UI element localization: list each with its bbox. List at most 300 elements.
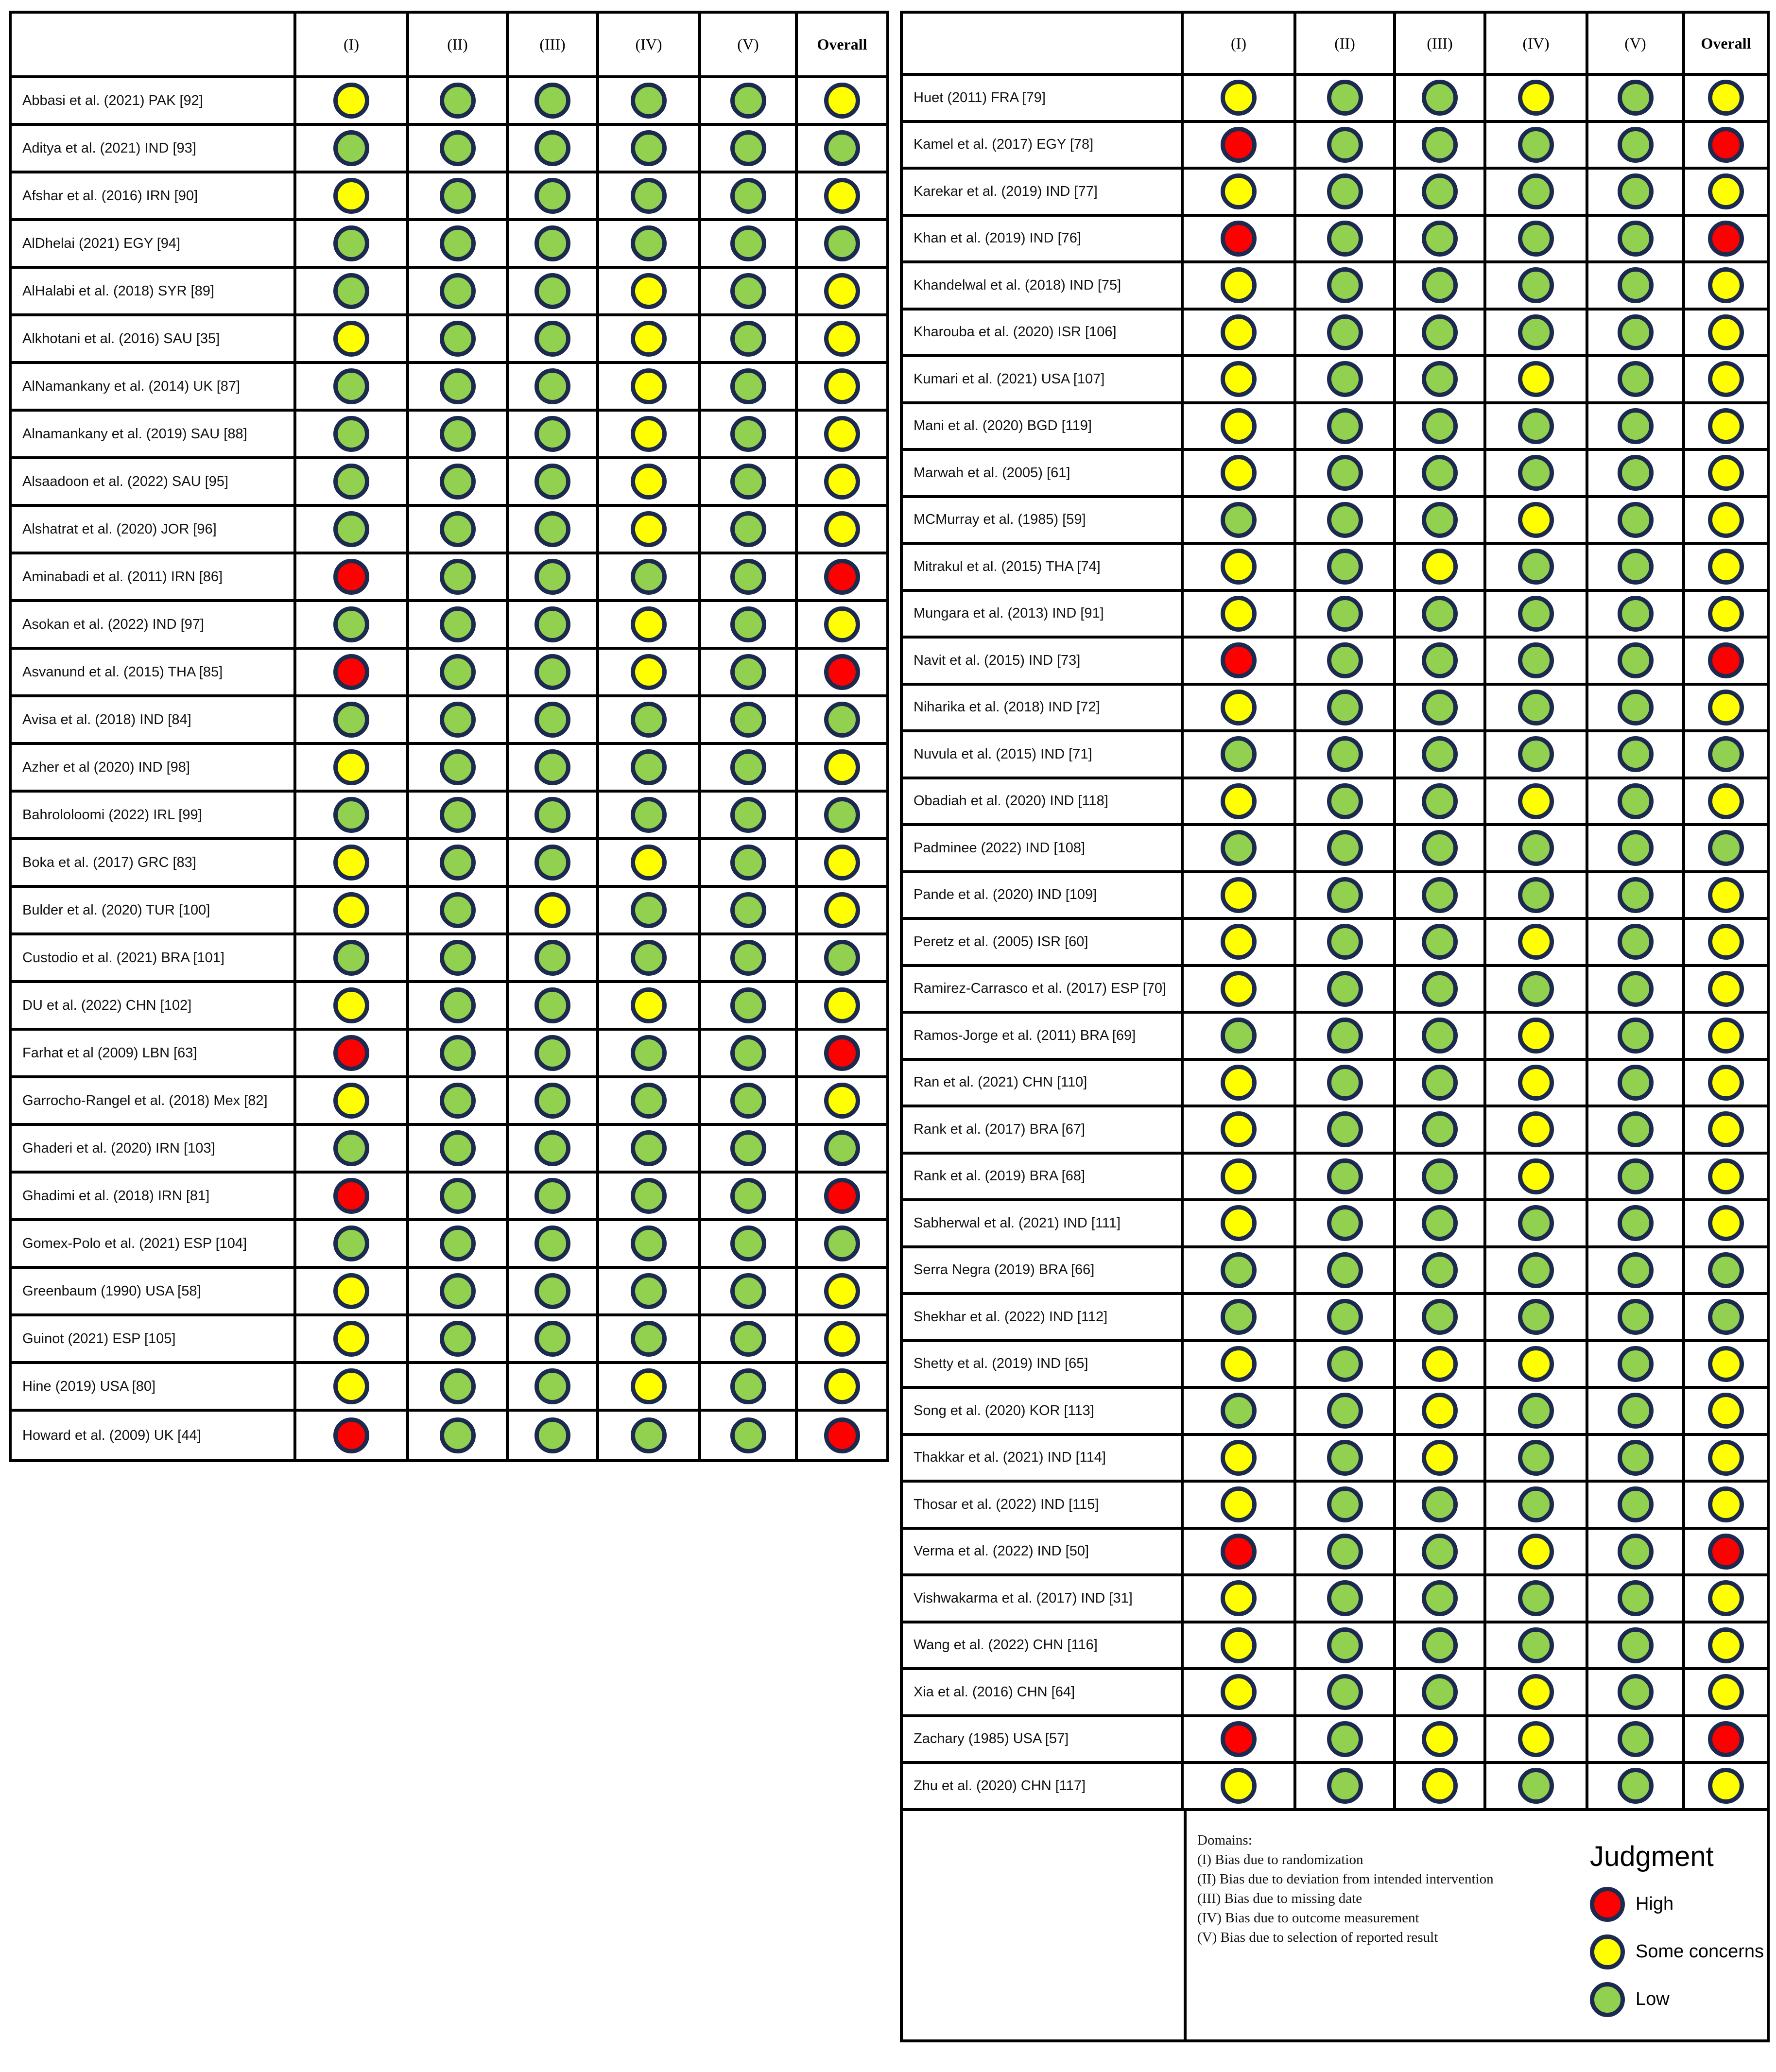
domain-judgment-cell — [1486, 1014, 1588, 1058]
table-row — [12, 697, 886, 745]
low-risk-dot-icon — [535, 1321, 570, 1357]
domain-judgment-cell — [1296, 1061, 1396, 1105]
domain-judgment-cell — [1486, 1436, 1588, 1480]
low-risk-dot-icon — [333, 464, 369, 500]
domain-judgment-cell — [1296, 1295, 1396, 1339]
low-risk-dot-icon — [440, 892, 476, 928]
some-concerns-dot-icon — [1708, 596, 1744, 632]
domain-judgment-cell — [1296, 76, 1396, 120]
low-risk-dot-icon — [333, 1226, 369, 1261]
some-concerns-dot-icon — [824, 1273, 860, 1309]
table-row — [12, 650, 886, 697]
low-risk-dot-icon — [1327, 1674, 1363, 1710]
low-risk-dot-icon — [535, 845, 570, 881]
domain-judgment-cell — [701, 1412, 798, 1459]
study-name: Custodio et al. (2021) BRA [101] — [12, 935, 296, 980]
some-concerns-dot-icon — [1708, 267, 1744, 303]
domain-judgment-cell — [1486, 1107, 1588, 1152]
low-risk-dot-icon — [1327, 924, 1363, 960]
domain-judgment-cell — [1184, 357, 1296, 401]
overall-judgment-cell — [1685, 1764, 1767, 1808]
overall-judgment-cell — [798, 697, 886, 742]
low-risk-dot-icon — [824, 797, 860, 833]
low-risk-dot-icon — [535, 1130, 570, 1166]
low-risk-dot-icon — [1618, 502, 1654, 538]
domain-judgment-cell — [509, 1126, 599, 1171]
low-risk-dot-icon — [631, 83, 667, 119]
low-risk-dot-icon — [1618, 549, 1654, 585]
low-risk-dot-icon — [730, 1321, 766, 1357]
table-row — [903, 639, 1767, 686]
domain-judgment-cell — [1296, 1670, 1396, 1714]
domain-judgment-cell — [1184, 873, 1296, 917]
domain-judgment-cell — [1588, 967, 1685, 1011]
high-risk-dot-icon — [333, 1035, 369, 1071]
study-name: MCMurray et al. (1985) [59] — [903, 498, 1184, 542]
domain-header: (V) — [701, 14, 798, 75]
domain-judgment-cell — [409, 78, 509, 123]
low-risk-dot-icon — [1618, 924, 1654, 960]
overall-judgment-cell — [798, 78, 886, 123]
low-risk-dot-icon — [535, 130, 570, 166]
domain-judgment-cell — [1588, 732, 1685, 777]
low-risk-dot-icon — [1422, 783, 1458, 819]
low-risk-dot-icon — [730, 749, 766, 785]
domain-judgment-cell — [1486, 1295, 1588, 1339]
domain-judgment-cell — [1296, 1530, 1396, 1574]
domain-judgment-cell — [1588, 1014, 1685, 1058]
study-name: Boka et al. (2017) GRC [83] — [12, 840, 296, 885]
low-risk-dot-icon — [535, 464, 570, 500]
domain-judgment-cell — [1296, 779, 1396, 824]
domain-judgment-cell — [1396, 1061, 1486, 1105]
table-row — [12, 840, 886, 888]
some-concerns-dot-icon — [1708, 1018, 1744, 1053]
low-risk-dot-icon — [1327, 127, 1363, 163]
low-risk-dot-icon — [1618, 690, 1654, 725]
study-name: Karekar et al. (2019) IND [77] — [903, 170, 1184, 214]
some-concerns-dot-icon — [1708, 408, 1744, 444]
study-name: Nuvula et al. (2015) IND [71] — [903, 732, 1184, 777]
overall-judgment-cell — [798, 840, 886, 885]
low-risk-dot-icon — [824, 225, 860, 261]
domain-judgment-cell — [1486, 1670, 1588, 1714]
domain-judgment-cell — [1296, 170, 1396, 214]
low-risk-dot-icon — [1327, 80, 1363, 116]
domain-header: (III) — [1396, 14, 1486, 73]
low-risk-dot-icon — [1327, 1486, 1363, 1522]
domain-judgment-cell — [1296, 639, 1396, 683]
some-concerns-dot-icon — [1708, 1205, 1744, 1241]
domain-judgment-cell — [599, 316, 701, 361]
low-risk-dot-icon — [535, 273, 570, 309]
low-risk-dot-icon — [1618, 971, 1654, 1007]
table-row — [12, 412, 886, 459]
domain-header: (II) — [1296, 14, 1396, 73]
overall-judgment-cell — [1685, 217, 1767, 261]
domain-judgment-cell — [509, 1221, 599, 1266]
domain-judgment-cell — [1296, 1014, 1396, 1058]
domain-judgment-cell — [409, 507, 509, 552]
high-risk-dot-icon — [824, 559, 860, 595]
low-risk-dot-icon — [730, 702, 766, 738]
low-risk-dot-icon — [730, 464, 766, 500]
low-risk-dot-icon — [535, 987, 570, 1023]
study-name: Zachary (1985) USA [57] — [903, 1717, 1184, 1761]
domain-judgment-cell — [1486, 217, 1588, 261]
domain-judgment-cell — [509, 983, 599, 1028]
domain-judgment-cell — [1296, 1623, 1396, 1668]
domain-judgment-cell — [296, 459, 409, 504]
high-risk-dot-icon — [1221, 1721, 1257, 1757]
domain-judgment-cell — [1588, 873, 1685, 917]
low-risk-dot-icon — [631, 225, 667, 261]
low-risk-dot-icon — [1618, 830, 1654, 866]
domain-judgment-cell — [296, 697, 409, 742]
domain-judgment-cell — [409, 888, 509, 932]
some-concerns-dot-icon — [1708, 1580, 1744, 1616]
domain-judgment-cell — [701, 697, 798, 742]
some-concerns-dot-icon — [1708, 455, 1744, 491]
domain-judgment-cell — [599, 697, 701, 742]
low-risk-dot-icon — [631, 797, 667, 833]
domain-judgment-cell — [1396, 1576, 1486, 1621]
domain-judgment-cell — [599, 554, 701, 599]
low-risk-dot-icon — [1618, 221, 1654, 257]
low-risk-dot-icon — [1618, 1158, 1654, 1194]
legend-label: Some concerns — [1636, 1941, 1764, 1962]
domain-judgment-cell — [1396, 1670, 1486, 1714]
domain-judgment-cell — [509, 1078, 599, 1123]
domain-judgment-cell — [1184, 826, 1296, 870]
low-risk-dot-icon — [1422, 221, 1458, 257]
domain-judgment-cell — [701, 1364, 798, 1409]
table-row — [903, 779, 1767, 827]
domain-judgment-cell — [296, 1269, 409, 1313]
low-risk-dot-icon — [1618, 1627, 1654, 1663]
domain-judgment-cell — [1184, 639, 1296, 683]
low-risk-dot-icon — [631, 1321, 667, 1357]
table-row — [12, 793, 886, 840]
table-row — [903, 76, 1767, 123]
domain-judgment-cell — [701, 983, 798, 1028]
domain-judgment-cell — [296, 840, 409, 885]
domain-judgment-cell — [1588, 592, 1685, 636]
low-risk-dot-icon — [535, 416, 570, 452]
low-risk-dot-icon — [1518, 221, 1554, 257]
some-concerns-dot-icon — [1708, 1065, 1744, 1101]
domain-judgment-cell — [1396, 779, 1486, 824]
domain-judgment-cell — [1486, 311, 1588, 355]
some-concerns-dot-icon — [1221, 1158, 1257, 1194]
some-concerns-dot-icon — [1221, 596, 1257, 632]
domain-description: (V) Bias due to selection of reported result — [1197, 1929, 1438, 1945]
domain-judgment-cell — [409, 554, 509, 599]
low-risk-dot-icon — [440, 1417, 476, 1453]
low-risk-dot-icon — [1618, 1534, 1654, 1570]
low-risk-dot-icon — [440, 1368, 476, 1404]
domain-judgment-cell — [409, 173, 509, 218]
header-row — [903, 14, 1767, 76]
domain-judgment-cell — [1296, 1248, 1396, 1293]
low-risk-dot-icon — [1618, 1721, 1654, 1757]
domain-judgment-cell — [1588, 404, 1685, 449]
high-risk-dot-icon — [824, 1178, 860, 1214]
study-name: Thakkar et al. (2021) IND [114] — [903, 1436, 1184, 1480]
low-risk-dot-icon — [1422, 1018, 1458, 1053]
low-risk-dot-icon — [1422, 314, 1458, 350]
domain-header: (I) — [296, 14, 409, 75]
study-name: DU et al. (2022) CHN [102] — [12, 983, 296, 1028]
domain-judgment-cell — [1588, 1764, 1685, 1808]
low-risk-dot-icon — [1618, 1018, 1654, 1053]
study-name: Avisa et al. (2018) IND [84] — [12, 697, 296, 742]
low-risk-dot-icon — [730, 225, 766, 261]
low-risk-dot-icon — [730, 1035, 766, 1071]
domain-judgment-cell — [509, 78, 599, 123]
domain-judgment-cell — [1396, 1623, 1486, 1668]
low-risk-dot-icon — [730, 1130, 766, 1166]
domain-judgment-cell — [1486, 1342, 1588, 1386]
overall-judgment-cell — [798, 507, 886, 552]
low-risk-dot-icon — [535, 178, 570, 214]
low-risk-dot-icon — [631, 559, 667, 595]
some-concerns-dot-icon — [1221, 924, 1257, 960]
domain-judgment-cell — [409, 983, 509, 1028]
overall-judgment-cell — [1685, 1436, 1767, 1480]
low-risk-dot-icon — [1618, 783, 1654, 819]
domain-judgment-cell — [599, 1174, 701, 1218]
table-row — [903, 170, 1767, 217]
some-concerns-dot-icon — [1518, 502, 1554, 538]
domain-judgment-cell — [599, 793, 701, 837]
domain-judgment-cell — [509, 507, 599, 552]
low-risk-dot-icon — [440, 321, 476, 357]
domain-judgment-cell — [1588, 639, 1685, 683]
domain-judgment-cell — [1486, 967, 1588, 1011]
domain-judgment-cell — [1396, 967, 1486, 1011]
domain-judgment-cell — [409, 221, 509, 266]
table-row — [903, 1061, 1767, 1108]
some-concerns-dot-icon — [1221, 1627, 1257, 1663]
low-risk-dot-icon — [1327, 173, 1363, 209]
low-risk-dot-icon — [535, 654, 570, 690]
some-concerns-dot-icon — [1518, 80, 1554, 116]
some-concerns-dot-icon — [824, 892, 860, 928]
low-risk-dot-icon — [1518, 455, 1554, 491]
low-risk-dot-icon — [1327, 783, 1363, 819]
low-risk-dot-icon — [333, 511, 369, 547]
overall-judgment-cell — [798, 650, 886, 694]
some-concerns-dot-icon — [1708, 1768, 1744, 1804]
domain-judgment-cell — [1184, 1576, 1296, 1621]
study-name: Navit et al. (2015) IND [73] — [903, 639, 1184, 683]
some-concerns-dot-icon — [1221, 1486, 1257, 1522]
some-concerns-dot-icon — [1708, 80, 1744, 116]
table-row — [903, 826, 1767, 873]
domain-judgment-cell — [701, 554, 798, 599]
low-risk-dot-icon — [1327, 971, 1363, 1007]
low-risk-dot-icon — [730, 1368, 766, 1404]
study-name: Guinot (2021) ESP [105] — [12, 1316, 296, 1361]
low-risk-dot-icon — [730, 416, 766, 452]
table-row — [903, 1155, 1767, 1202]
domain-judgment-cell — [701, 173, 798, 218]
domain-judgment-cell — [509, 650, 599, 694]
low-risk-dot-icon — [1221, 1393, 1257, 1429]
domain-judgment-cell — [599, 412, 701, 456]
low-risk-dot-icon — [1518, 1768, 1554, 1804]
domain-judgment-cell — [1184, 1014, 1296, 1058]
domain-judgment-cell — [1396, 76, 1486, 120]
some-concerns-dot-icon — [1708, 971, 1744, 1007]
table-row — [903, 920, 1767, 967]
domain-judgment-cell — [1588, 170, 1685, 214]
domain-judgment-cell — [296, 1078, 409, 1123]
some-concerns-dot-icon — [1221, 1440, 1257, 1476]
overall-judgment-cell — [798, 1269, 886, 1313]
domain-judgment-cell — [1184, 779, 1296, 824]
domain-judgment-cell — [701, 316, 798, 361]
table-row — [12, 1316, 886, 1364]
domain-judgment-cell — [296, 78, 409, 123]
low-risk-dot-icon — [1327, 1580, 1363, 1616]
some-concerns-dot-icon — [1221, 1674, 1257, 1710]
domain-judgment-cell — [1184, 1061, 1296, 1105]
some-concerns-dot-icon — [824, 987, 860, 1023]
some-concerns-dot-icon — [1708, 502, 1744, 538]
low-risk-dot-icon — [1327, 1440, 1363, 1476]
domain-judgment-cell — [1396, 357, 1486, 401]
low-risk-dot-icon — [1221, 1252, 1257, 1288]
study-name: Ramos-Jorge et al. (2011) BRA [69] — [903, 1014, 1184, 1058]
table-row — [12, 1412, 886, 1459]
low-risk-dot-icon — [730, 606, 766, 642]
overall-judgment-cell — [1685, 1576, 1767, 1621]
domain-judgment-cell — [1588, 1295, 1685, 1339]
some-concerns-dot-icon — [824, 845, 860, 881]
study-name: Alshatrat et al. (2020) JOR [96] — [12, 507, 296, 552]
some-concerns-dot-icon — [333, 1273, 369, 1309]
some-concerns-dot-icon — [1708, 1158, 1744, 1194]
some-concerns-dot-icon — [1422, 1440, 1458, 1476]
legend-empty-cell — [903, 1811, 1187, 2039]
some-concerns-dot-icon — [333, 892, 369, 928]
table-row — [12, 221, 886, 269]
domain-judgment-cell — [1588, 920, 1685, 964]
high-risk-dot-icon — [824, 1035, 860, 1071]
domain-judgment-cell — [1396, 1764, 1486, 1808]
low-risk-dot-icon — [440, 702, 476, 738]
some-concerns-dot-icon — [1708, 361, 1744, 397]
low-risk-dot-icon — [1422, 1158, 1458, 1194]
low-risk-dot-icon — [1590, 1982, 1625, 2017]
low-risk-dot-icon — [1422, 642, 1458, 678]
overall-judgment-cell — [798, 1412, 886, 1459]
domain-judgment-cell — [1486, 1530, 1588, 1574]
low-risk-dot-icon — [440, 987, 476, 1023]
domain-judgment-cell — [599, 507, 701, 552]
study-name: Obadiah et al. (2020) IND [118] — [903, 779, 1184, 824]
some-concerns-dot-icon — [824, 1368, 860, 1404]
low-risk-dot-icon — [1422, 1065, 1458, 1101]
table-row — [12, 507, 886, 554]
some-concerns-dot-icon — [631, 273, 667, 309]
domain-judgment-cell — [1184, 311, 1296, 355]
some-concerns-dot-icon — [631, 654, 667, 690]
low-risk-dot-icon — [1618, 1440, 1654, 1476]
low-risk-dot-icon — [1422, 361, 1458, 397]
table-row — [903, 1014, 1767, 1061]
some-concerns-dot-icon — [824, 368, 860, 404]
some-concerns-dot-icon — [1518, 1018, 1554, 1053]
some-concerns-dot-icon — [333, 845, 369, 881]
some-concerns-dot-icon — [631, 416, 667, 452]
low-risk-dot-icon — [1518, 267, 1554, 303]
low-risk-dot-icon — [333, 940, 369, 976]
domain-judgment-cell — [1588, 1483, 1685, 1527]
domain-judgment-cell — [409, 793, 509, 837]
domain-judgment-cell — [509, 745, 599, 790]
domain-header: (I) — [1184, 14, 1296, 73]
study-name: Serra Negra (2019) BRA [66] — [903, 1248, 1184, 1293]
domain-judgment-cell — [1184, 498, 1296, 542]
low-risk-dot-icon — [730, 321, 766, 357]
domain-judgment-cell — [1588, 1061, 1685, 1105]
domain-judgment-cell — [599, 221, 701, 266]
domain-judgment-cell — [1486, 592, 1588, 636]
legend — [1187, 1811, 1767, 2039]
domain-judgment-cell — [1486, 920, 1588, 964]
low-risk-dot-icon — [824, 130, 860, 166]
domain-judgment-cell — [599, 650, 701, 694]
domain-judgment-cell — [1184, 1623, 1296, 1668]
domain-judgment-cell — [1486, 404, 1588, 449]
low-risk-dot-icon — [730, 987, 766, 1023]
domain-judgment-cell — [1486, 1764, 1588, 1808]
judgment-legend — [1590, 1840, 1764, 2023]
domain-judgment-cell — [1184, 545, 1296, 589]
study-name: Ran et al. (2021) CHN [110] — [903, 1061, 1184, 1105]
study-name: Asokan et al. (2022) IND [97] — [12, 602, 296, 647]
low-risk-dot-icon — [631, 1178, 667, 1214]
low-risk-dot-icon — [1221, 830, 1257, 866]
some-concerns-dot-icon — [824, 273, 860, 309]
some-concerns-dot-icon — [1221, 690, 1257, 725]
domain-judgment-cell — [509, 793, 599, 837]
low-risk-dot-icon — [440, 1321, 476, 1357]
study-name: Azher et al (2020) IND [98] — [12, 745, 296, 790]
domain-judgment-cell — [409, 316, 509, 361]
low-risk-dot-icon — [1327, 502, 1363, 538]
low-risk-dot-icon — [1618, 455, 1654, 491]
table-row — [12, 554, 886, 602]
high-risk-dot-icon — [1221, 642, 1257, 678]
table-row — [12, 935, 886, 983]
overall-judgment-cell — [1685, 1107, 1767, 1152]
low-risk-dot-icon — [730, 273, 766, 309]
domain-judgment-cell — [1486, 451, 1588, 495]
low-risk-dot-icon — [1518, 1440, 1554, 1476]
study-name: AlNamankany et al. (2014) UK [87] — [12, 364, 296, 409]
high-risk-dot-icon — [333, 1417, 369, 1453]
low-risk-dot-icon — [535, 749, 570, 785]
domain-judgment-cell — [296, 1174, 409, 1218]
some-concerns-dot-icon — [1708, 1440, 1744, 1476]
domain-judgment-cell — [296, 1316, 409, 1361]
domain-judgment-cell — [1396, 1014, 1486, 1058]
study-name: Vishwakarma et al. (2017) IND [31] — [903, 1576, 1184, 1621]
